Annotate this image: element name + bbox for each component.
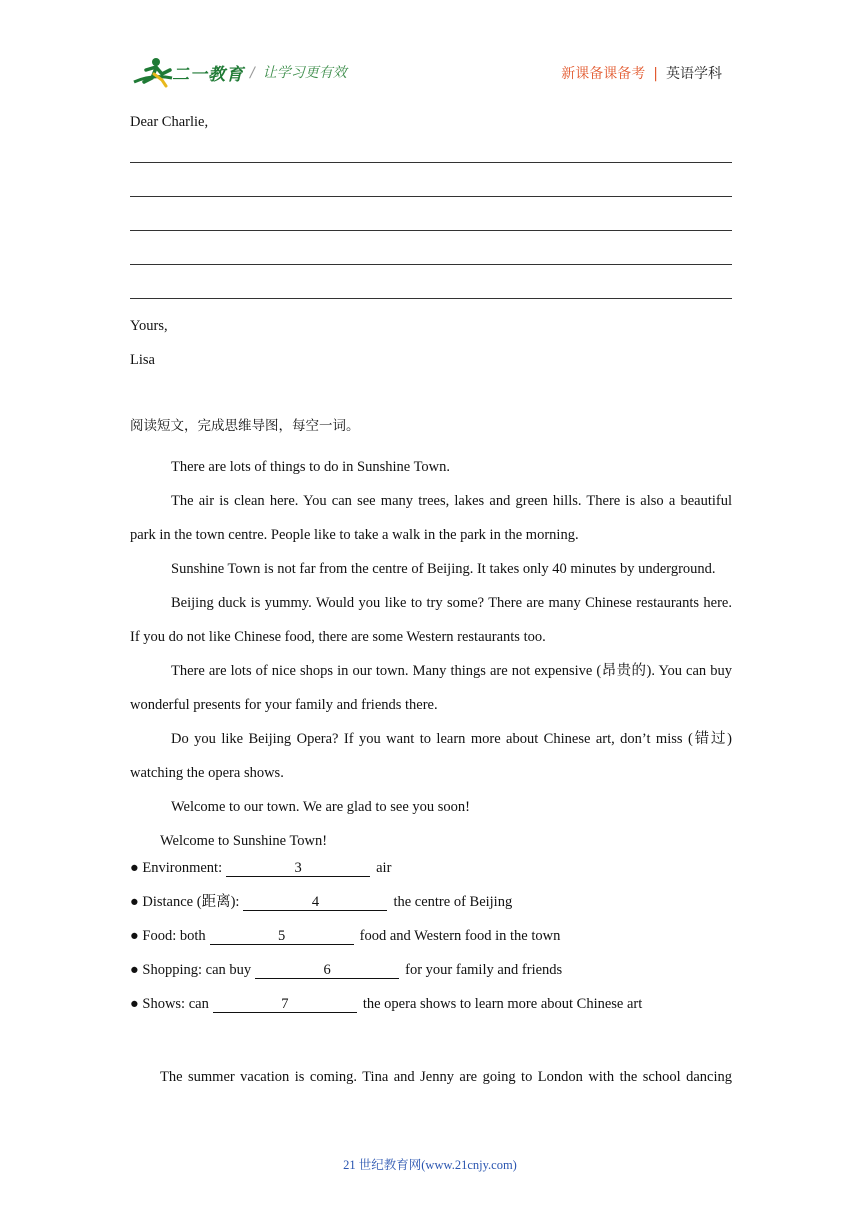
- writing-line: [130, 248, 732, 282]
- item-prefix: ● Distance (距离):: [130, 894, 240, 910]
- mind-map-item: [130, 858, 732, 892]
- letter-closing: Yours,: [130, 318, 168, 334]
- header-course-info: [561, 63, 722, 83]
- item-prefix: ● Food: both: [130, 928, 206, 944]
- item-suffix: food and Western food in the town: [359, 928, 561, 944]
- mind-map-item: [130, 892, 732, 926]
- item-suffix: the opera shows to learn more about Chinese art: [362, 996, 643, 1012]
- passage-paragraph: Do you like Beijing Opera? If you want to learn more about Chinese art, don’t miss (错过) watching the opera shows.: [130, 731, 732, 781]
- mind-map-title: Welcome to Sunshine Town!: [160, 833, 328, 849]
- mind-map-item: [130, 926, 732, 960]
- logo-text: 二一教育: [172, 65, 244, 85]
- page-header: [0, 0, 860, 100]
- passage-paragraph: Beijing duck is yummy. Would you like to try some? There are many Chinese restaurants here. If you do not like Chinese food, there are some Western restaurants too.: [130, 595, 732, 645]
- reading-instruction: 阅读短文，完成思维导图，每空一词。: [130, 418, 360, 434]
- letter-signature: Lisa: [130, 352, 155, 368]
- letter-greeting: Dear Charlie,: [130, 114, 209, 130]
- slogan-text: 让学习更有效: [262, 65, 347, 81]
- passage-paragraph: The air is clean here. You can see many trees, lakes and green hills. There is also a beautiful park in the town centre. People like to take a walk in the park in the morning.: [130, 493, 732, 543]
- writing-line: [130, 282, 732, 316]
- page-content: [130, 112, 732, 1094]
- answer-blank[interactable]: 3: [226, 861, 370, 877]
- mind-map-item: [130, 960, 732, 994]
- answer-blank[interactable]: 6: [255, 963, 399, 979]
- answer-blank[interactable]: 7: [213, 997, 357, 1013]
- answer-blank[interactable]: 5: [210, 929, 354, 945]
- next-passage-start: The summer vacation is coming. Tina and Jenny are going to London with the school dancing: [160, 1069, 732, 1085]
- writing-line: [130, 180, 732, 214]
- header-separator: |: [653, 66, 658, 82]
- item-prefix: ● Shows: can: [130, 996, 209, 1012]
- passage-paragraph: There are lots of nice shops in our town. Many things are not expensive (昂贵的). You can buy wonderful presents for your family and friends there.: [130, 663, 732, 713]
- page-footer[interactable]: 21 世纪教育网(www.21cnjy.com): [343, 1158, 517, 1172]
- item-suffix: for your family and friends: [405, 962, 563, 978]
- item-prefix: ● Shopping: can buy: [130, 962, 252, 978]
- writing-line: [130, 214, 732, 248]
- course-label: 新课备课备考: [561, 66, 646, 82]
- item-suffix: air: [376, 860, 392, 876]
- mind-map-item: [130, 994, 732, 1028]
- passage-paragraph: There are lots of things to do in Sunshine Town.: [171, 459, 451, 475]
- header-slogan: / 让学习更有效: [250, 65, 347, 81]
- subject-label: 英语学科: [666, 66, 722, 82]
- item-prefix: ● Environment:: [130, 860, 223, 876]
- passage-paragraph: Welcome to our town. We are glad to see you soon!: [171, 799, 470, 815]
- passage-paragraph: Sunshine Town is not far from the centre of Beijing. It takes only 40 minutes by underground.: [171, 561, 716, 577]
- item-suffix: the centre of Beijing: [393, 894, 513, 910]
- answer-blank[interactable]: 4: [243, 895, 387, 911]
- writing-line: [130, 146, 732, 180]
